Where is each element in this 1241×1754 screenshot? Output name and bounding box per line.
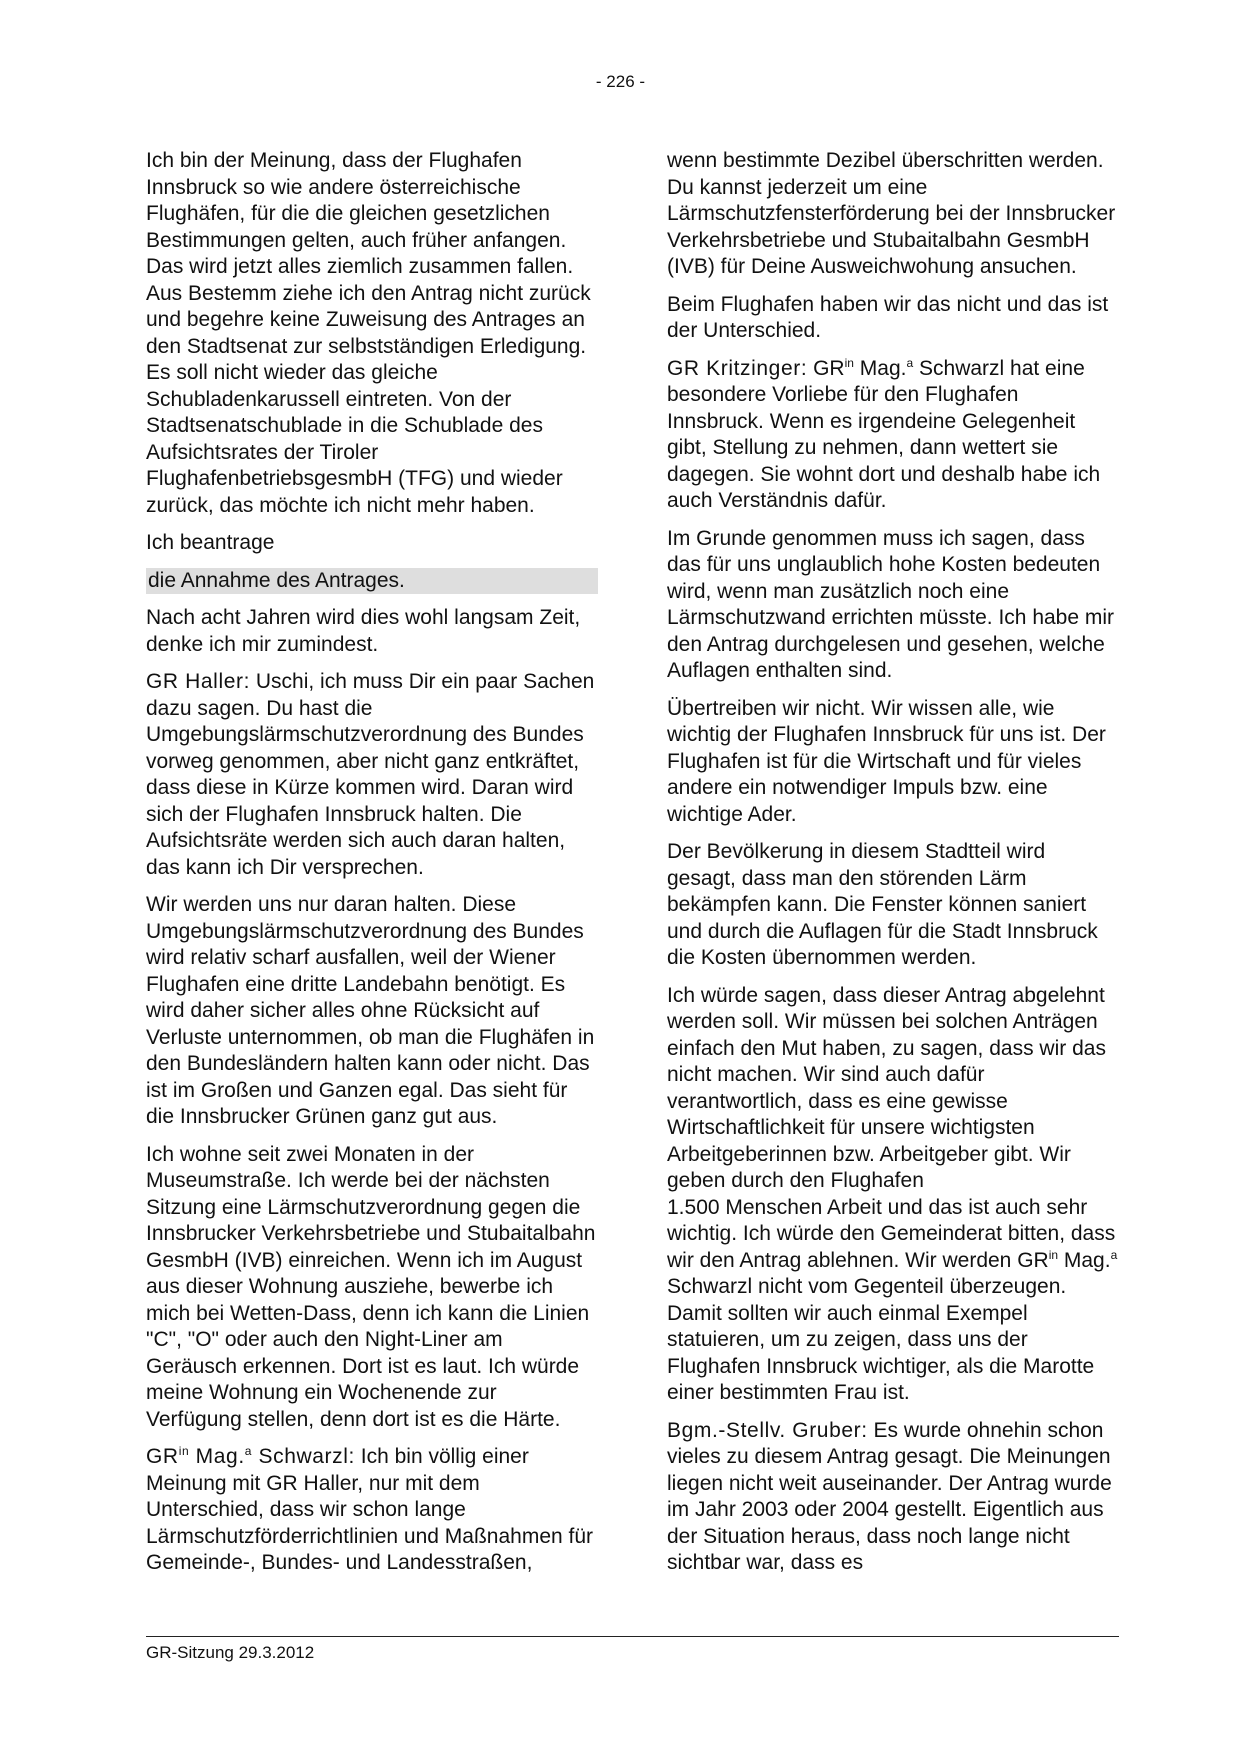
paragraph: Ich würde sagen, dass dieser Antrag abgelehnt werden soll. Wir müssen bei solchen Anträgen einfach den Mut haben, zu sagen, dass wir das nicht machen. Wir sind auch dafür verantwortlich, dass es eine gewisse Wirtschaftlichkeit für unsere wichtigsten Arbeitgeberinnen bzw. Arbeitgeber gibt. Wir geben durch den Flughafen 1.500 Menschen Arbeit und das ist auch sehr wichtig. Ich würde den Gemeinderat bitten, dass wir den Antrag ablehnen. Wir werden $GR^{in}$ Mag.$^a$ Schwarzl nicht vom Gegenteil überzeugen. Damit sollten wir auch einmal Exempel statuieren, um zu zeigen, dass uns der Flughafen Innsbruck wichtiger, als die Marotte einer bestimmten Frau ist. <box>667 983 1118 1404</box>
paragraph: Ich beantrage <box>146 531 275 554</box>
speaker-name: GR Kritzinger: <box>667 356 808 380</box>
paragraph: Im Grunde genommen muss ich sagen, dass das für uns unglaublich hohe Kosten bedeuten wird, wenn man zusätzlich noch eine Lärmschutzwand errichten müsste. Ich habe mir den Antrag durchgelesen und gesehen, welche Auflagen enthalten sind. <box>667 526 1115 682</box>
footer-session-date: GR-Sitzung 29.3.2012 <box>146 1643 315 1662</box>
paragraph: wenn bestimmte Dezibel überschritten werden. Du kannst jederzeit um eine Lärmschutzfensterförderung bei der Innsbrucker Verkehrsbetriebe und Stubaitalbahn GesmbH (IVB) für Deine Ausweichwohung ansuchen. <box>667 149 1116 278</box>
speaker-name: Bgm.-Stellv. Gruber: <box>667 1418 868 1442</box>
speaker-name: $GR^{in}$ Mag.$^a$ Schwarzl: <box>146 1444 355 1468</box>
motion-highlight: die Annahme des Antrages. <box>146 568 598 595</box>
paragraph: Ich bin der Meinung, dass der Flughafen Innsbruck so wie andere österreichische Flughäfen, für die die gleichen gesetzlichen Bestimmungen gelten, auch früher anfangen. Das wird jetzt alles ziemlich zusammen fallen. Aus Bestemm ziehe ich den Antrag nicht zurück und begehre keine Zuweisung des Antrages an den Stadtsenat zur selbstständigen Erledigung. Es soll nicht wieder das gleiche Schubladenkarussell eintreten. Von der Stadtsenatschublade in die Schublade des Aufsichtsrates der Tiroler FlughafenbetriebsgesmbH (TFG) und wieder zurück, das möchte ich nicht mehr haben. <box>146 149 591 517</box>
paragraph: GR Kritzinger: $GR^{in}$ Mag.$^a$ Schwarzl hat eine besondere Vorliebe für den Flughafen Innsbruck. Wenn es irgendeine Gelegenheit gibt, Stellung zu nehmen, dann wettert sie dagegen. Sie wohnt dort und deshalb habe ich auch Verständnis dafür. <box>667 355 1101 512</box>
page-number: - 226 - <box>595 72 646 91</box>
paragraph: Übertreiben wir nicht. Wir wissen alle, wie wichtig der Flughafen Innsbruck für uns ist. Der Flughafen ist für die Wirtschaft und für vieles andere ein notwendiger Impuls bzw. eine wichtige Ader. <box>667 696 1106 826</box>
paragraph <box>667 1418 1119 1577</box>
left-column <box>146 148 598 1588</box>
paragraph: Beim Flughafen haben wir das nicht und das ist der Unterschied. <box>667 292 1109 342</box>
speech-text: Schwarzl hat eine besondere Vorliebe für den Flughafen Innsbruck. Wenn es irgendeine Gelegenheit gibt, Stellung zu nehmen, dann wettert sie dagegen. Sie wohnt dort und deshalb habe ich auch Verständnis dafür. <box>667 356 1101 512</box>
speech-text: Uschi, ich muss Dir ein paar Sachen dazu sagen. Du hast die Umgebungslärmschutzverordnung des Bundes vorweg genommen, aber nicht ganz entkräftet, dass diese in Kürze kommen wird. Daran wird sich der Flughafen Innsbruck halten. Die Aufsichtsräte werden sich auch daran halten, das kann ich Dir versprechen. <box>146 670 595 879</box>
paragraph: Der Bevölkerung in diesem Stadtteil wird gesagt, dass man den störenden Lärm bekämpfen kann. Die Fenster können saniert und durch die Auflagen für die Stadt Innsbruck die Kosten übernommen werden. <box>667 840 1098 969</box>
speech-text: Es wurde ohnehin schon vieles zu diesem Antrag gesagt. Die Meinungen liegen nicht weit auseinander. Der Antrag wurde im Jahr 2003 oder 2004 gestellt. Eigentlich aus der Situation heraus, dass noch lange nicht sichtbar war, dass es <box>667 1418 1112 1574</box>
paragraph: Wir werden uns nur daran halten. Diese Umgebungslärmschutzverordnung des Bundes wird relativ scharf ausfallen, weil der Wiener Flughafen eine dritte Landebahn benötigt. Es wird daher sicher alles ohne Rücksicht auf Verluste unternommen, ob man die Flughäfen in den Bundesländern halten kann oder nicht. Das ist im Großen und Ganzen egal. Das sieht für die Innsbrucker Grünen ganz gut aus. <box>146 893 595 1128</box>
paragraph <box>146 1444 598 1577</box>
paragraph: Nach acht Jahren wird dies wohl langsam Zeit, denke ich mir zumindest. <box>146 606 581 656</box>
speech-text: Ich bin völlig einer Meinung mit GR Haller, nur mit dem Unterschied, dass wir schon lange Lärmschutzförderrichtlinien und Maßnahmen für Gemeinde-, Bundes- und Landesstraßen, <box>146 1445 594 1574</box>
right-column <box>667 148 1119 1588</box>
paragraph: Ich wohne seit zwei Monaten in der Museumstraße. Ich werde bei der nächsten Sitzung eine Lärmschutzverordnung gegen die Innsbrucker Verkehrsbetriebe und Stubaitalbahn GesmbH (IVB) einreichen. Wenn ich im August aus dieser Wohnung ausziehe, bewerbe ich mich bei Wetten-Dass, denn ich kann die Linien "C", "O" oder auch den Night-Liner am Geräusch erkennen. Dort ist es laut. Ich würde meine Wohnung ein Wochenende zur Verfügung stellen, denn dort ist es die Härte. <box>146 1142 596 1431</box>
footer-divider <box>146 1636 1119 1637</box>
speaker-name: GR Haller: <box>146 670 251 693</box>
paragraph <box>146 669 598 881</box>
